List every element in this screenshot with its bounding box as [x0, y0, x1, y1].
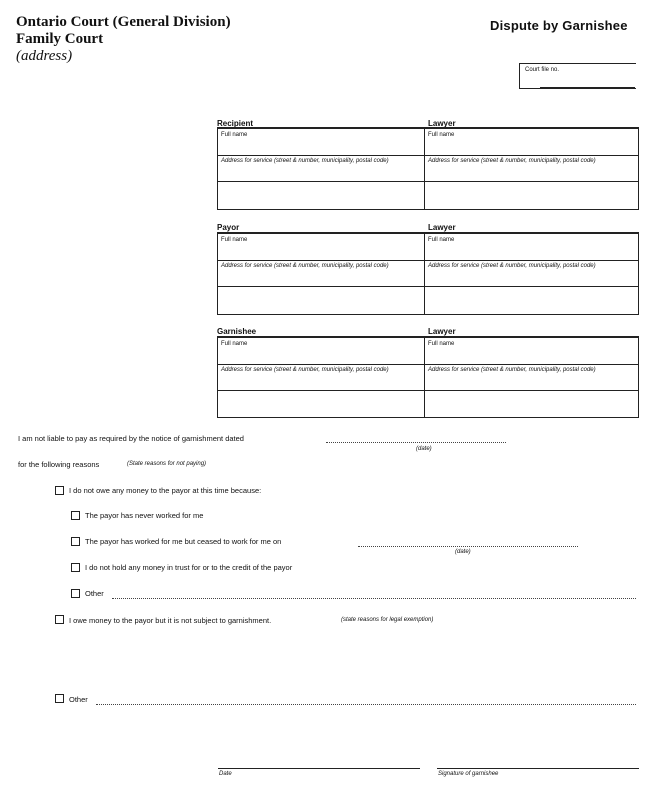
never-worked-checkbox[interactable]	[71, 511, 80, 520]
court-file-line	[540, 86, 635, 88]
court-name: Ontario Court (General Division)	[16, 14, 231, 30]
payor-table	[217, 232, 639, 315]
sub-other-label: Other	[85, 589, 104, 598]
payor-full-name-field[interactable]: Full name	[221, 237, 248, 243]
other-option-label: Other	[69, 695, 88, 704]
court-file-label: Court file no.	[525, 67, 560, 73]
date-signature-line[interactable]	[218, 767, 420, 769]
payor-table-divider	[424, 234, 425, 314]
garnishee-lawyer-address-field[interactable]: Address for service (street & number, municipality, postal code)	[428, 367, 596, 373]
recipient-row-line	[218, 181, 638, 182]
garnishee-full-name-field[interactable]: Full name	[221, 341, 248, 347]
no-money-checkbox[interactable]	[55, 486, 64, 495]
payor-lawyer-full-name-field[interactable]: Full name	[428, 237, 455, 243]
payor-row-line	[218, 286, 638, 287]
payor-row-line	[218, 260, 638, 261]
ceased-date-field[interactable]	[358, 545, 578, 547]
recipient-full-name-field[interactable]: Full name	[221, 132, 248, 138]
garnishee-table	[217, 336, 639, 418]
exempt-option-label: I owe money to the payor but it is not subject to garnishment.	[69, 616, 272, 625]
garnishee-table-divider	[424, 338, 425, 417]
court-branch: Family Court	[16, 31, 104, 47]
reasons-intro: for the following reasons	[18, 460, 100, 469]
payor-lawyer-heading: Lawyer	[428, 223, 456, 232]
other-checkbox[interactable]	[55, 694, 64, 703]
reasons-hint: (State reasons for not paying)	[127, 461, 207, 467]
garnishee-lawyer-heading: Lawyer	[428, 327, 456, 336]
payor-lawyer-address-field[interactable]: Address for service (street & number, municipality, postal code)	[428, 263, 596, 269]
court-address: (address)	[16, 48, 73, 64]
ceased-work-label: The payor has worked for me but ceased to work for me on	[85, 537, 282, 546]
form-title: Dispute by Garnishee	[490, 18, 628, 33]
recipient-heading: Recipient	[217, 119, 254, 128]
ceased-work-checkbox[interactable]	[71, 537, 80, 546]
trust-checkbox[interactable]	[71, 563, 80, 572]
payor-address-field[interactable]: Address for service (street & number, municipality, postal code)	[221, 263, 389, 269]
payor-heading: Payor	[217, 223, 240, 232]
recipient-lawyer-address-field[interactable]: Address for service (street & number, municipality, postal code)	[428, 158, 596, 164]
garnishee-signature-line[interactable]	[437, 767, 639, 769]
garnishee-signature-label: Signature of garnishee	[438, 771, 499, 777]
garnishee-heading: Garnishee	[217, 327, 257, 336]
recipient-table-divider	[424, 129, 425, 209]
never-worked-label: The payor has never worked for me	[85, 511, 204, 520]
garnishee-row-line	[218, 390, 638, 391]
no-money-option-label: I do not owe any money to the payor at this time because:	[69, 486, 262, 495]
sub-other-checkbox[interactable]	[71, 589, 80, 598]
recipient-row-line	[218, 155, 638, 156]
other-field[interactable]	[96, 703, 636, 705]
recipient-lawyer-heading: Lawyer	[428, 119, 456, 128]
exempt-hint: (state reasons for legal exemption)	[341, 617, 434, 623]
not-liable-statement: I am not liable to pay as required by the notice of garnishment dated	[18, 434, 244, 443]
recipient-address-field[interactable]: Address for service (street & number, municipality, postal code)	[221, 158, 389, 164]
notice-date-label: (date)	[416, 446, 432, 452]
garnishee-row-line	[218, 364, 638, 365]
ceased-date-label: (date)	[455, 549, 471, 555]
notice-date-field[interactable]	[326, 441, 506, 443]
garnishee-address-field[interactable]: Address for service (street & number, municipality, postal code)	[221, 367, 389, 373]
recipient-lawyer-full-name-field[interactable]: Full name	[428, 132, 455, 138]
sub-other-field[interactable]	[112, 597, 636, 599]
footer-date-label: Date	[219, 771, 232, 777]
exempt-checkbox[interactable]	[55, 615, 64, 624]
garnishee-lawyer-full-name-field[interactable]: Full name	[428, 341, 455, 347]
trust-label: I do not hold any money in trust for or to the credit of the payor	[85, 563, 293, 572]
recipient-table	[217, 127, 639, 210]
